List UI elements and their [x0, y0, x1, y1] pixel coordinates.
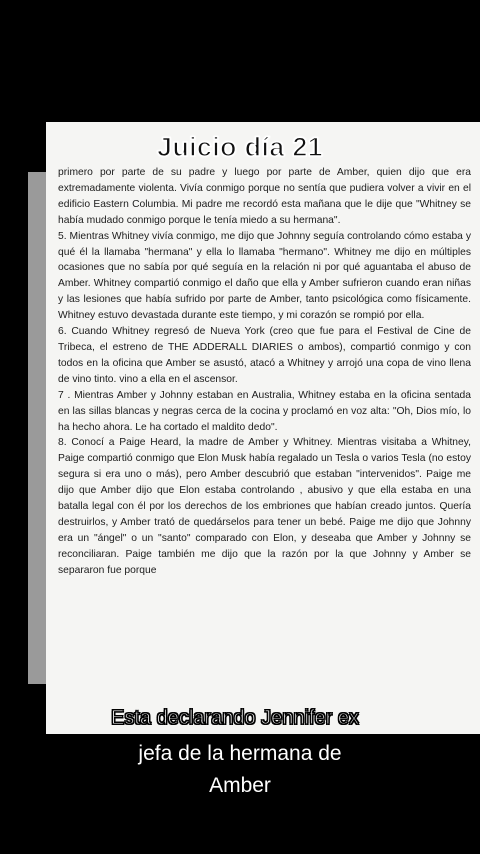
caption-line-3: Amber: [209, 774, 271, 797]
overlay-title: Juicio día 21: [157, 132, 323, 162]
paragraph-1: primero por parte de su padre y luego por parte de Amber, quien dijo que era extremadamente violenta. Vivía conmigo porque no sentía que pudiera volver a vivir en el edificio Eastern Columbia. Mi padre me recordó esta mañana que le dije que "Whitney se había mudado conmigo porque le tenía miedo a su hermana".: [58, 167, 471, 226]
document-text: [58, 165, 471, 579]
caption-line-1: Esta declarando Jennifer ex: [111, 707, 359, 729]
paragraph-6: 6. Cuando Whitney regresó de Nueva York (creo que fue para el Festival de Cine de Tribeca, el estreno de THE ADDERALL DIARIES o ambos), compartió conmigo y con todos en la oficina que Amber se asustó, atacó a Whitney y arrojó una copa de vino llena de vino tinto. vino a ella en el ascensor.: [58, 326, 471, 385]
caption-line-2: jefa de la hermana de: [138, 742, 342, 765]
paragraph-7: 7 . Mientras Amber y Johnny estaban en Australia, Whitney estaba en la oficina sentada en las sillas blancas y negras cerca de la cocina y proclamó en voz alta: "Oh, Dios mío, lo ha hecho ahora. Le ha cortado el maldito dedo".: [58, 389, 471, 433]
paragraph-8: 8. Conocí a Paige Heard, la madre de Amber y Whitney. Mientras visitaba a Whitney, Paige compartió conmigo que Elon Musk había regalado un Tesla o varios Tesla (no estoy segura si era uno o más), pero Amber descubrió que estaban "intervenidos". Paige me dijo que Amber dijo que Elon estaba controlando , abusivo y que ella estaba en una batalla legal con él por los derechos de los embriones que habían creado juntos. Quería destruirlos, y Amber trató de quedárselos para tener un bebé. Paige me dijo que Johnny era un "ángel" o un "santo" comparado con Elon, y deseaba que Amber y Johnny se reconciliaran. Paige también me dijo que la razón por la que Johnny y Amber se separaron fue porque: [58, 437, 471, 576]
paragraph-5: 5. Mientras Whitney vivía conmigo, me dijo que Johnny seguía controlando cómo estaba y qué él la llamaba "hermana" y ella lo llamaba "hermano". Whitney me dijo en múltiples ocasiones que no sabía por qué seguía en la relación ni por qué aguantaba el abuso de Amber. Whitney compartió conmigo el daño que ella y Amber sufrieron cuando eran niñas y las lesiones que había sufrido por parte de Amber, tanto psicológica como físicamente. Whitney estuvo devastada durante este tiempo, y mi corazón se rompió por ella.: [58, 230, 471, 322]
gray-side-strip: [28, 172, 46, 684]
